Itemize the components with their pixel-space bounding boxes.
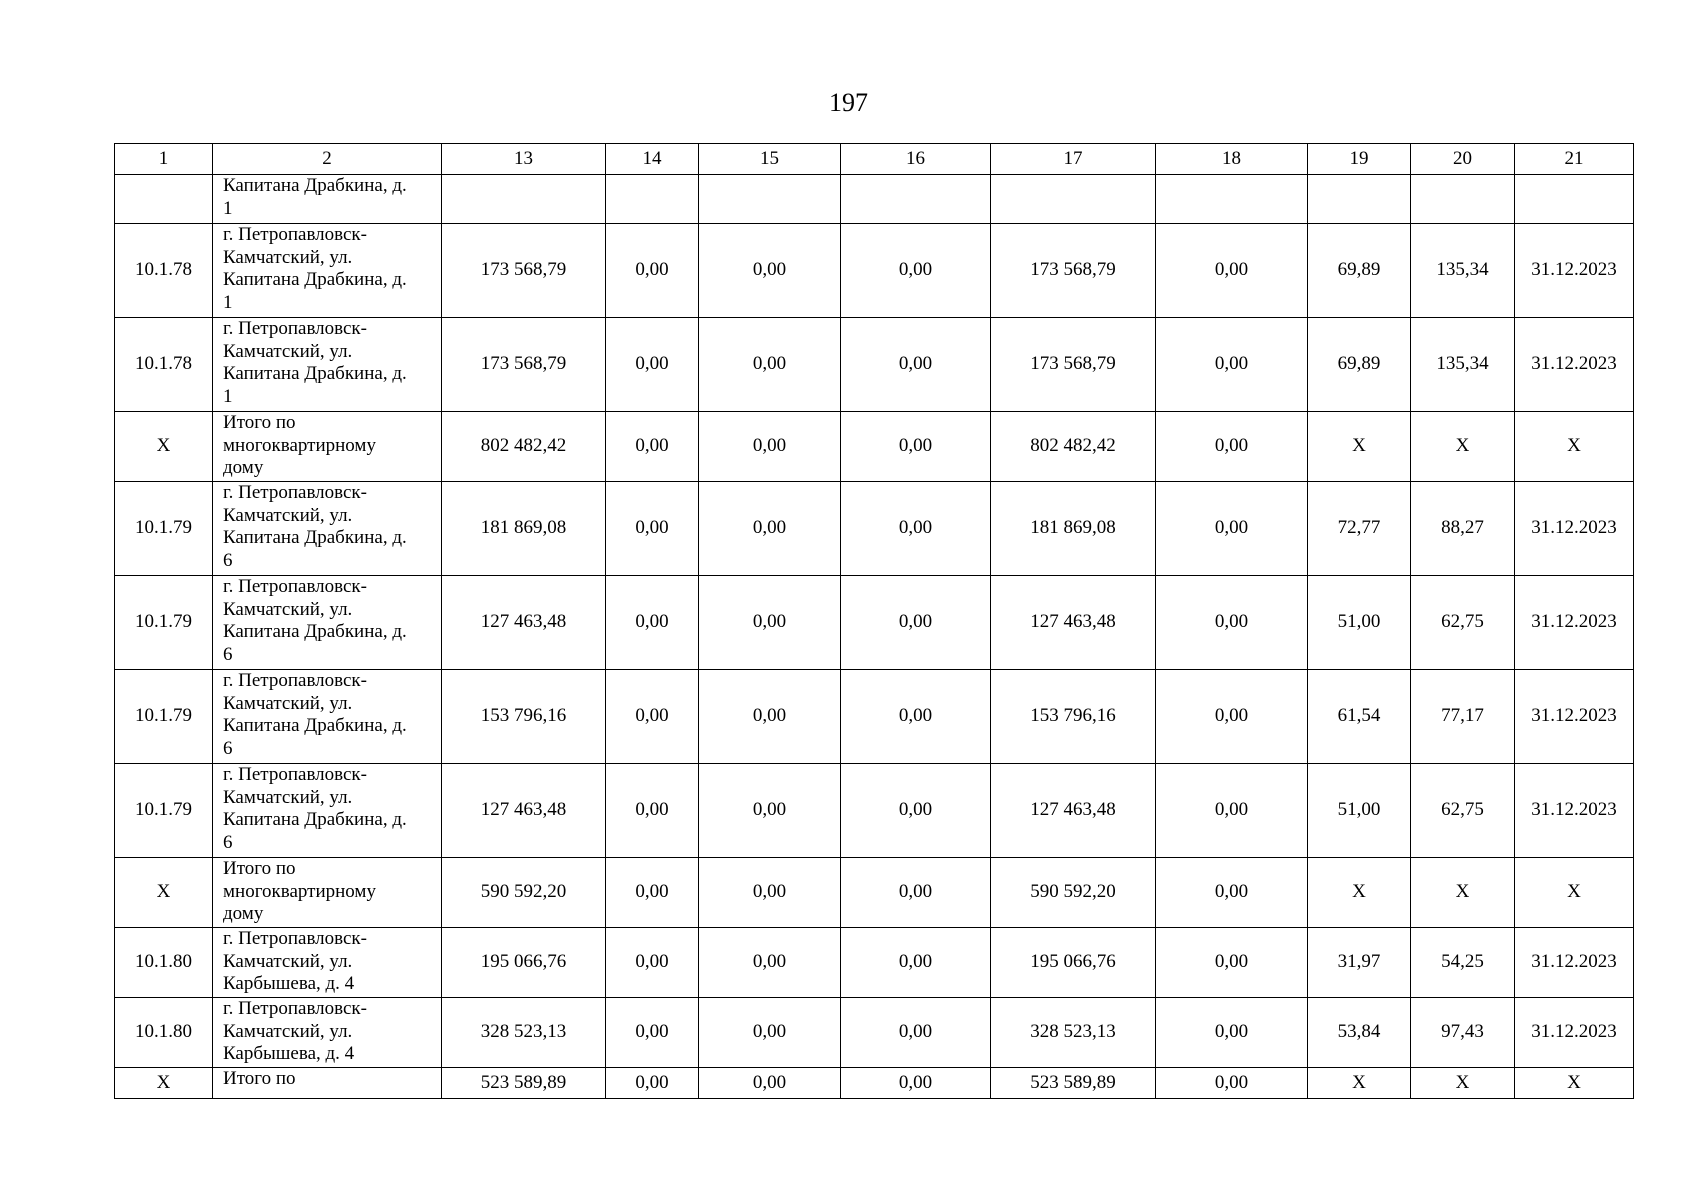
address-cell [213,576,442,670]
table-row [115,175,1634,224]
address-line: г. Петропавловск- [223,670,367,691]
table-row [115,482,1634,576]
cell-c16: 0,00 [841,998,991,1068]
cell-c16: 0,00 [841,224,991,318]
address-line: Итого по [223,1068,296,1089]
column-header: 17 [991,144,1156,175]
cell-c20: 54,25 [1411,928,1515,998]
address-line: г. Петропавловск- [223,764,367,785]
address-line: г. Петропавловск- [223,998,367,1019]
cell-c15: 0,00 [699,928,841,998]
column-header: 18 [1156,144,1308,175]
cell-c18: 0,00 [1156,764,1308,858]
address-line: 6 [223,737,233,759]
cell-c19: 31,97 [1308,928,1411,998]
table-row [115,998,1634,1068]
cell-c19: 72,77 [1308,482,1411,576]
address-cell [213,224,442,318]
address-line: Капитана Драбкина, д. [223,527,407,548]
cell-c14: 0,00 [606,576,699,670]
cell-c14 [606,175,699,224]
address-line: 6 [223,831,233,853]
cell-c17: 181 869,08 [991,482,1156,576]
cell-c21: 31.12.2023 [1515,224,1634,318]
cell-c20: 62,75 [1411,764,1515,858]
cell-c17: 127 463,48 [991,576,1156,670]
address-cell [213,764,442,858]
cell-c20: X [1411,1068,1515,1099]
cell-c21: 31.12.2023 [1515,764,1634,858]
cell-c13: 153 796,16 [442,670,606,764]
cell-c18: 0,00 [1156,928,1308,998]
address-line: Капитана Драбкина, д. [223,621,407,642]
address-cell [213,482,442,576]
cell-c14: 0,00 [606,482,699,576]
cell-c1: 10.1.79 [115,482,213,576]
cell-c19: 69,89 [1308,224,1411,318]
cell-c14: 0,00 [606,764,699,858]
cell-c18: 0,00 [1156,858,1308,928]
address-line: г. Петропавловск- [223,224,367,245]
cell-c16: 0,00 [841,928,991,998]
cell-c13: 590 592,20 [442,858,606,928]
address-line: 1 [223,291,233,313]
address-line: дому [223,457,264,478]
address-cell [213,412,442,482]
cell-c13: 181 869,08 [442,482,606,576]
cell-c20: 135,34 [1411,318,1515,412]
cell-c21 [1515,175,1634,224]
address-line: г. Петропавловск- [223,928,367,949]
cell-c14: 0,00 [606,670,699,764]
address-line: Камчатский, ул. [223,786,353,808]
address-line: Камчатский, ул. [223,598,353,620]
cell-c21: 31.12.2023 [1515,670,1634,764]
cell-c21: 31.12.2023 [1515,318,1634,412]
address-line: многоквартирному [223,880,376,902]
cell-c19: 61,54 [1308,670,1411,764]
cell-c17: 127 463,48 [991,764,1156,858]
cell-c15 [699,175,841,224]
column-header: 15 [699,144,841,175]
cell-c16: 0,00 [841,412,991,482]
cell-c16: 0,00 [841,576,991,670]
cell-c1: 10.1.80 [115,928,213,998]
table-row [115,1068,1634,1099]
cell-c13: 127 463,48 [442,764,606,858]
table-row [115,670,1634,764]
address-cell [213,670,442,764]
data-table [114,143,1634,1099]
cell-c13: 328 523,13 [442,998,606,1068]
cell-c20: X [1411,412,1515,482]
column-header: 20 [1411,144,1515,175]
address-line: Камчатский, ул. [223,1020,353,1042]
cell-c21: X [1515,858,1634,928]
cell-c1: 10.1.79 [115,670,213,764]
address-line: многоквартирному [223,434,376,456]
cell-c15: 0,00 [699,764,841,858]
cell-c13: 802 482,42 [442,412,606,482]
cell-c17 [991,175,1156,224]
cell-c15: 0,00 [699,318,841,412]
column-header: 13 [442,144,606,175]
cell-c16: 0,00 [841,482,991,576]
address-cell [213,998,442,1068]
cell-c1: 10.1.79 [115,764,213,858]
cell-c18: 0,00 [1156,318,1308,412]
header-row [115,144,1634,175]
cell-c19: 51,00 [1308,764,1411,858]
cell-c15: 0,00 [699,998,841,1068]
cell-c18: 0,00 [1156,412,1308,482]
cell-c18 [1156,175,1308,224]
cell-c15: 0,00 [699,576,841,670]
cell-c16: 0,00 [841,858,991,928]
cell-c1 [115,175,213,224]
table-row [115,764,1634,858]
cell-c21: 31.12.2023 [1515,576,1634,670]
address-line: Камчатский, ул. [223,692,353,714]
cell-c18: 0,00 [1156,576,1308,670]
column-header: 16 [841,144,991,175]
address-line: дому [223,903,264,924]
cell-c20: 88,27 [1411,482,1515,576]
cell-c1: 10.1.79 [115,576,213,670]
address-line: г. Петропавловск- [223,318,367,339]
address-line: Капитана Драбкина, д. [223,715,407,736]
table-row [115,318,1634,412]
cell-c15: 0,00 [699,482,841,576]
cell-c20: 97,43 [1411,998,1515,1068]
address-line: Капитана Драбкина, д. [223,363,407,384]
cell-c13: 195 066,76 [442,928,606,998]
cell-c13 [442,175,606,224]
cell-c19: 69,89 [1308,318,1411,412]
cell-c17: 173 568,79 [991,224,1156,318]
address-line: Камчатский, ул. [223,246,353,268]
table-row [115,412,1634,482]
cell-c15: 0,00 [699,224,841,318]
cell-c14: 0,00 [606,998,699,1068]
cell-c17: 590 592,20 [991,858,1156,928]
cell-c20: 77,17 [1411,670,1515,764]
address-cell [213,1068,442,1099]
address-cell [213,175,442,224]
cell-c13: 173 568,79 [442,318,606,412]
cell-c1: X [115,1068,213,1099]
address-line: 1 [223,197,233,219]
address-cell [213,318,442,412]
cell-c16: 0,00 [841,670,991,764]
address-line: Итого по [223,412,296,433]
column-header: 19 [1308,144,1411,175]
cell-c16: 0,00 [841,764,991,858]
cell-c19: X [1308,858,1411,928]
cell-c15: 0,00 [699,858,841,928]
cell-c20: X [1411,858,1515,928]
cell-c17: 195 066,76 [991,928,1156,998]
cell-c17: 173 568,79 [991,318,1156,412]
cell-c15: 0,00 [699,1068,841,1099]
cell-c19: 51,00 [1308,576,1411,670]
cell-c14: 0,00 [606,1068,699,1099]
address-line: Камчатский, ул. [223,950,353,972]
address-line: г. Петропавловск- [223,576,367,597]
cell-c19: X [1308,412,1411,482]
cell-c21: X [1515,412,1634,482]
cell-c18: 0,00 [1156,998,1308,1068]
cell-c20: 62,75 [1411,576,1515,670]
table-row [115,928,1634,998]
cell-c14: 0,00 [606,318,699,412]
cell-c17: 153 796,16 [991,670,1156,764]
cell-c21: 31.12.2023 [1515,998,1634,1068]
column-header: 2 [213,144,442,175]
column-header: 14 [606,144,699,175]
cell-c15: 0,00 [699,412,841,482]
cell-c1: 10.1.78 [115,318,213,412]
cell-c18: 0,00 [1156,482,1308,576]
cell-c14: 0,00 [606,224,699,318]
address-line: Камчатский, ул. [223,340,353,362]
cell-c21: 31.12.2023 [1515,482,1634,576]
cell-c19 [1308,175,1411,224]
address-cell [213,858,442,928]
table-row [115,858,1634,928]
cell-c14: 0,00 [606,412,699,482]
address-line: Капитана Драбкина, д. [223,175,407,196]
page-number: 197 [829,88,868,117]
column-header: 21 [1515,144,1634,175]
column-header: 1 [115,144,213,175]
address-line: г. Петропавловск- [223,482,367,503]
table-row [115,576,1634,670]
cell-c20: 135,34 [1411,224,1515,318]
address-line: Карбышева, д. 4 [223,973,355,994]
address-line: Капитана Драбкина, д. [223,809,407,830]
address-line: Карбышева, д. 4 [223,1043,355,1064]
address-line: Капитана Драбкина, д. [223,269,407,290]
cell-c21: 31.12.2023 [1515,928,1634,998]
cell-c16: 0,00 [841,318,991,412]
cell-c13: 127 463,48 [442,576,606,670]
address-line: 1 [223,385,233,407]
table-row [115,224,1634,318]
cell-c17: 523 589,89 [991,1068,1156,1099]
cell-c16: 0,00 [841,1068,991,1099]
cell-c15: 0,00 [699,670,841,764]
cell-c13: 173 568,79 [442,224,606,318]
cell-c18: 0,00 [1156,1068,1308,1099]
cell-c14: 0,00 [606,858,699,928]
cell-c1: X [115,412,213,482]
table-body [115,144,1634,1099]
address-cell [213,928,442,998]
cell-c17: 328 523,13 [991,998,1156,1068]
cell-c13: 523 589,89 [442,1068,606,1099]
cell-c1: 10.1.78 [115,224,213,318]
cell-c20 [1411,175,1515,224]
cell-c21: X [1515,1068,1634,1099]
address-line: Итого по [223,858,296,879]
cell-c18: 0,00 [1156,224,1308,318]
cell-c19: 53,84 [1308,998,1411,1068]
address-line: Камчатский, ул. [223,504,353,526]
cell-c19: X [1308,1068,1411,1099]
cell-c1: X [115,858,213,928]
cell-c16 [841,175,991,224]
cell-c17: 802 482,42 [991,412,1156,482]
cell-c1: 10.1.80 [115,998,213,1068]
cell-c14: 0,00 [606,928,699,998]
address-line: 6 [223,643,233,665]
address-line: 6 [223,549,233,571]
cell-c18: 0,00 [1156,670,1308,764]
